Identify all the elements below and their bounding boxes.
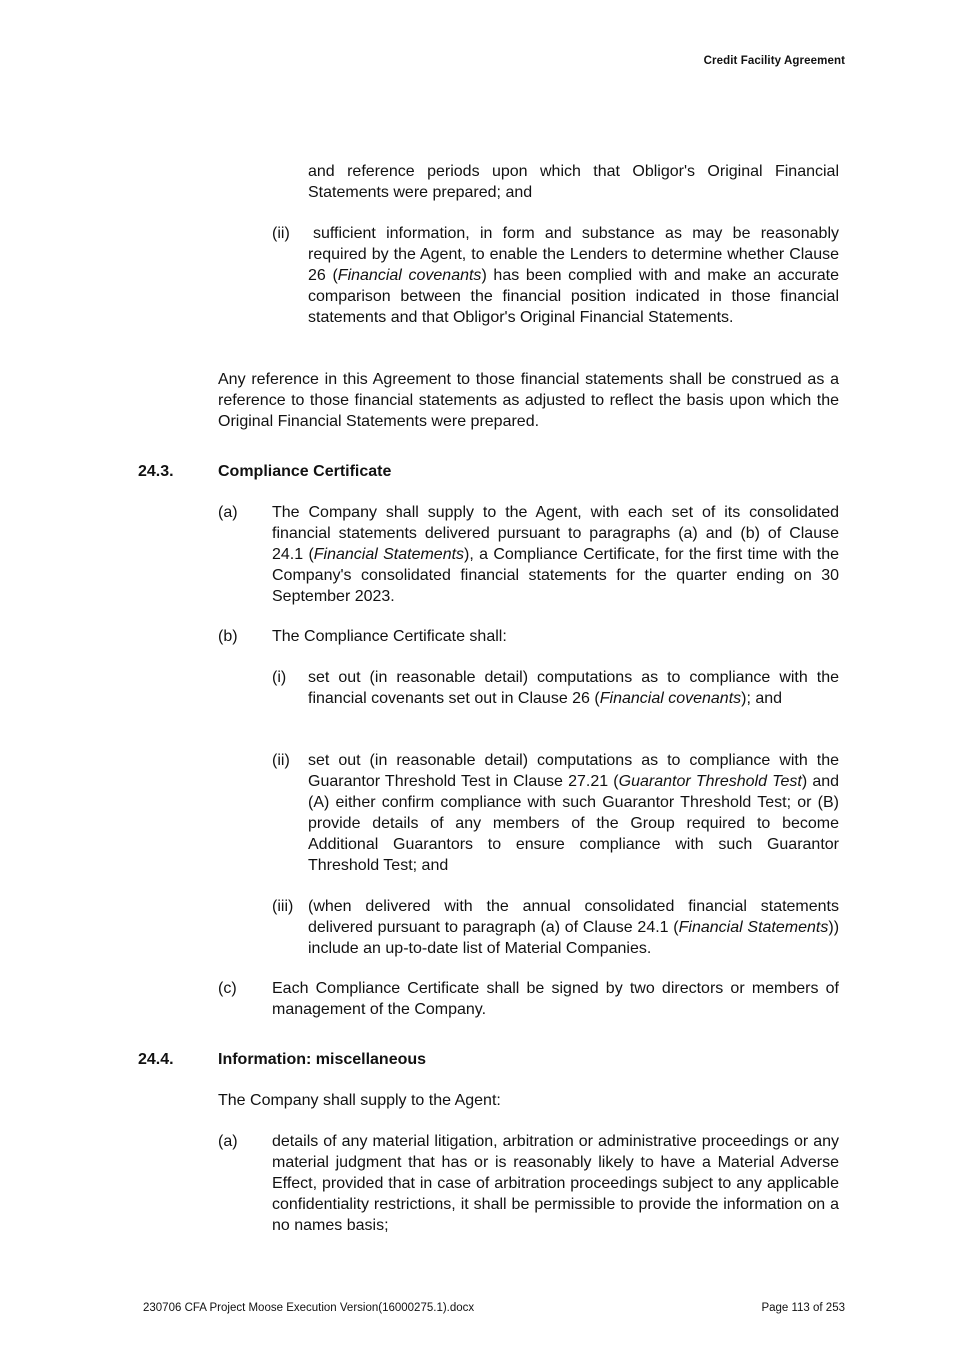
clause-c-label: (c) — [218, 980, 237, 997]
section-24-4-intro: The Company shall supply to the Agent: — [218, 1092, 501, 1109]
clause-a-label: (a) — [218, 504, 238, 521]
continuation-paragraph: and reference periods upon which that Obligor's Original Financial Statements were prepared; and — [308, 163, 839, 201]
clause-c-paragraph: Each Compliance Certificate shall be signed by two directors or members of management of the Company. — [272, 980, 839, 1018]
clause-b-paragraph: The Compliance Certificate shall: — [272, 628, 507, 645]
clause-b-i-paragraph: set out (in reasonable detail) computations as to compliance with the financial covenants set out in Clause 26 (Financial covenants); and — [308, 669, 839, 707]
clause-b-label: (b) — [218, 628, 238, 645]
misc-a-paragraph: details of any material litigation, arbitration or administrative proceedings or any material judgment that has or is reasonably likely to have a Material Adverse Effect, provided that in case of arbitration proceedings subject to any applicable confidentiality restrictions, it shall be permissible to provide the information on a no names basis; — [272, 1133, 839, 1234]
clause-b-iii-label: (iii) — [272, 898, 294, 915]
footer-page-number: Page 113 of 253 — [761, 1302, 845, 1314]
clause-b-ii-label: (ii) — [272, 752, 290, 769]
item-ii-paragraph: sufficient information, in form and substance as may be reasonably required by the Agent, to enable the Lenders to determine whether Clause 26 (Financial covenants) has been complied with and make an accurate comparison between the financial position indicated in those financial statements and that Obligor's Original Financial Statements. — [308, 225, 839, 326]
clause-b-ii-paragraph: set out (in reasonable detail) computations as to compliance with the Guarantor Threshold Test in Clause 27.21 (Guarantor Threshold Test) and (A) either confirm compliance with such Guarantor Threshold Test; or (B) provide details of any members of the Group required to become Additional Guarantors to ensure compliance with such Guarantor Threshold Test; and — [308, 752, 840, 874]
item-ii-label: (ii) — [272, 225, 290, 242]
running-header: Credit Facility Agreement — [703, 55, 845, 67]
clause-b-i-label: (i) — [272, 669, 287, 686]
misc-a-label: (a) — [218, 1133, 238, 1150]
clause-b-iii-paragraph: (when delivered with the annual consolidated financial statements delivered pursuant to paragraph (a) of Clause 24.1 (Financial Statements)) include an up-to-date list of Material Companies. — [308, 898, 840, 957]
reference-paragraph: Any reference in this Agreement to those financial statements shall be construed as a reference to those financial statements as adjusted to reflect the basis upon which the Original Financial Statements were prepared. — [218, 371, 839, 430]
section-24-3-title: Compliance Certificate — [218, 463, 392, 480]
clause-a-paragraph: The Company shall supply to the Agent, with each set of its consolidated financial statements delivered pursuant to paragraphs (a) and (b) of Clause 24.1 (Financial Statements), a Compliance Certificate, for the first time with the Company's consolidated financial statements for the quarter ending on 30 September 2023. — [272, 504, 839, 605]
footer-filename: 230706 CFA Project Moose Execution Version(16000275.1).docx — [143, 1302, 475, 1314]
section-24-3-number: 24.3. — [138, 463, 174, 480]
section-24-4-number: 24.4. — [138, 1051, 174, 1068]
section-24-4-title: Information: miscellaneous — [218, 1051, 427, 1068]
